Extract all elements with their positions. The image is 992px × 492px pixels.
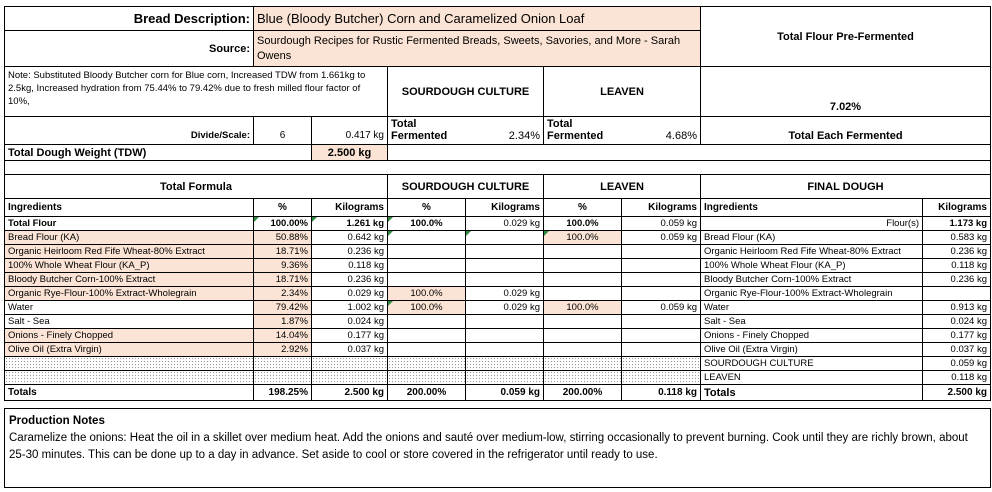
total-each-fermented-label: Total Each Fermented (700, 116, 990, 144)
totals-fd-kg: 2.500 kg (922, 384, 990, 400)
formula-marker-icon (388, 217, 393, 222)
leaven-kg (621, 314, 700, 328)
totals-kg: 2.500 kg (311, 384, 387, 400)
production-notes-box (4, 408, 991, 488)
final-kg: 0.583 kg (922, 230, 990, 244)
sourdough-culture-heading: SOURDOUGH CULTURE (387, 174, 543, 198)
leaven-kg (621, 286, 700, 300)
final-ingredient-name: Bread Flour (KA) (700, 230, 922, 244)
sourdough-kg: 0.029 kg (465, 216, 543, 230)
col-ingredients: Ingredients (4, 198, 253, 216)
totals-lv-pct: 200.00% (543, 384, 621, 400)
sourdough-pct[interactable] (387, 342, 465, 356)
leaven-pct[interactable] (543, 286, 621, 300)
sourdough-kg: 0.029 kg (465, 300, 543, 314)
production-notes-title: Production Notes (9, 415, 105, 427)
divide-scale-label: Divide/Scale: (4, 116, 253, 144)
grid-bottom-edge (4, 400, 991, 401)
ingredient-pct[interactable]: 79.42% (253, 300, 311, 314)
ingredient-kg: 0.037 kg (311, 342, 387, 356)
sourdough-pct[interactable]: 100.0% (387, 216, 465, 230)
ingredient-kg (311, 356, 387, 370)
ingredient-pct[interactable]: 2.34% (253, 286, 311, 300)
sourdough-pct[interactable] (387, 230, 465, 244)
source-label: Source: (4, 30, 253, 66)
ingredient-pct[interactable]: 2.92% (253, 342, 311, 356)
ingredient-kg: 1.261 kg (311, 216, 387, 230)
col-sc-kilograms: Kilograms (465, 198, 543, 216)
totals-lv-kg: 0.118 kg (621, 384, 700, 400)
sourdough-pct[interactable] (387, 328, 465, 342)
totals-pct: 198.25% (253, 384, 311, 400)
sourdough-pct[interactable] (387, 314, 465, 328)
final-kg: 0.037 kg (922, 342, 990, 356)
final-kg: 0.118 kg (922, 370, 990, 384)
final-ingredient-name: Bloody Butcher Corn-100% Extract (700, 272, 922, 286)
final-kg: 0.024 kg (922, 314, 990, 328)
totals-sc-kg: 0.059 kg (465, 384, 543, 400)
sourdough-kg: 0.029 kg (465, 286, 543, 300)
ingredient-kg: 0.236 kg (311, 244, 387, 258)
leaven-kg (621, 244, 700, 258)
ingredient-name[interactable]: Onions - Finely Chopped (4, 328, 253, 342)
sourdough-culture-title: SOURDOUGH CULTURE (387, 66, 543, 116)
ingredient-pct[interactable] (253, 370, 311, 384)
leaven-pct[interactable]: 100.0% (543, 216, 621, 230)
final-dough-heading: FINAL DOUGH (700, 174, 990, 198)
sourdough-pct[interactable] (387, 370, 465, 384)
final-ingredient-name: Salt - Sea (700, 314, 922, 328)
ingredient-pct[interactable]: 1.87% (253, 314, 311, 328)
leaven-kg (621, 328, 700, 342)
leaven-kg (621, 370, 700, 384)
final-ingredient-name: Olive Oil (Extra Virgin) (700, 342, 922, 356)
blank-row (4, 160, 990, 174)
leaven-kg (621, 272, 700, 286)
col-pct: % (253, 198, 311, 216)
leaven-pct[interactable] (543, 314, 621, 328)
col-sc-pct: % (387, 198, 465, 216)
sourdough-kg (465, 314, 543, 328)
leaven-kg: 0.059 kg (621, 230, 700, 244)
final-kg: 1.173 kg (922, 216, 990, 230)
leaven-pct[interactable]: 100.0% (543, 300, 621, 314)
totals-label: Totals (4, 384, 253, 400)
ingredient-name[interactable]: Organic Rye-Flour-100% Extract-Wholegrain (4, 286, 253, 300)
col-lv-pct: % (543, 198, 621, 216)
ingredient-name[interactable]: 100% Whole Wheat Flour (KA_P) (4, 258, 253, 272)
bread-description-value[interactable]: Blue (Bloody Butcher) Corn and Caramelized Onion Loaf (253, 6, 700, 30)
col-lv-kilograms: Kilograms (621, 198, 700, 216)
leaven-heading: LEAVEN (543, 174, 700, 198)
ingredient-name[interactable] (4, 370, 253, 384)
total-flour-prefermented-value: 7.02% (700, 66, 990, 116)
leaven-pct[interactable]: 100.0% (543, 230, 621, 244)
tdw-label: Total Dough Weight (TDW) (4, 144, 311, 160)
ingredient-pct[interactable]: 18.71% (253, 272, 311, 286)
col-kilograms: Kilograms (311, 198, 387, 216)
ingredient-pct[interactable]: 50.88% (253, 230, 311, 244)
leaven-pct[interactable] (543, 258, 621, 272)
recipe-note[interactable]: Note: Substituted Bloody Butcher corn for Blue corn, Increased TDW from 1.661kg to 2.5kg, Increased hydration from 75.44% to 79.42% due to fresh milled flour factor of 10%, (4, 66, 387, 116)
sourdough-fermented-pct[interactable]: 2.34% (465, 116, 543, 144)
final-ingredient-name: LEAVEN (700, 370, 922, 384)
leaven-pct[interactable] (543, 272, 621, 286)
leaven-total-fermented-label: Total Fermented (543, 116, 621, 144)
sourdough-pct[interactable] (387, 258, 465, 272)
tdw-spacer (387, 144, 990, 160)
ingredient-kg: 1.002 kg (311, 300, 387, 314)
final-kg: 0.236 kg (922, 272, 990, 286)
sourdough-kg (465, 342, 543, 356)
sourdough-total-fermented-label: Total Fermented (387, 116, 465, 144)
final-ingredient-name: Water (700, 300, 922, 314)
ingredient-name[interactable]: Bread Flour (KA) (4, 230, 253, 244)
sourdough-kg (465, 328, 543, 342)
divide-count[interactable]: 6 (253, 116, 311, 144)
leaven-kg: 0.059 kg (621, 300, 700, 314)
sourdough-pct[interactable]: 100.0% (387, 300, 465, 314)
ingredient-pct[interactable]: 18.71% (253, 244, 311, 258)
formula-marker-icon (388, 231, 393, 236)
ingredient-kg: 0.024 kg (311, 314, 387, 328)
ingredient-name[interactable]: Olive Oil (Extra Virgin) (4, 342, 253, 356)
sourdough-kg (465, 272, 543, 286)
sourdough-pct[interactable] (387, 356, 465, 370)
sourdough-kg (465, 258, 543, 272)
final-ingredient-name: Onions - Finely Chopped (700, 328, 922, 342)
ingredient-kg: 0.177 kg (311, 328, 387, 342)
totals-fd-label: Totals (700, 384, 922, 400)
ingredient-pct[interactable]: 100.00% (253, 216, 311, 230)
formula-marker-icon (388, 301, 393, 306)
ingredient-name[interactable]: Total Flour (4, 216, 253, 230)
sourdough-pct[interactable] (387, 272, 465, 286)
final-kg: 0.913 kg (922, 300, 990, 314)
sourdough-pct[interactable] (387, 244, 465, 258)
ingredient-name[interactable]: Bloody Butcher Corn-100% Extract (4, 272, 253, 286)
ingredient-kg: 0.642 kg (311, 230, 387, 244)
leaven-kg (621, 342, 700, 356)
source-value[interactable]: Sourdough Recipes for Rustic Fermented Breads, Sweets, Savories, and More - Sarah Owens (253, 30, 700, 66)
formula-marker-icon (312, 217, 317, 222)
sourdough-kg (465, 370, 543, 384)
divide-weight: 0.417 kg (311, 116, 387, 144)
tdw-value[interactable]: 2.500 kg (311, 144, 387, 160)
total-formula-heading: Total Formula (4, 174, 387, 198)
total-flour-prefermented-label: Total Flour Pre-Fermented (700, 6, 990, 66)
final-kg: 0.236 kg (922, 244, 990, 258)
ingredient-name[interactable]: Salt - Sea (4, 314, 253, 328)
final-ingredient-name: Organic Heirloom Red Fife Wheat-80% Extract (700, 244, 922, 258)
leaven-kg (621, 258, 700, 272)
final-kg: 0.177 kg (922, 328, 990, 342)
col-fd-kilograms: Kilograms (922, 198, 990, 216)
final-ingredient-name: 100% Whole Wheat Flour (KA_P) (700, 258, 922, 272)
formula-marker-icon (254, 217, 259, 222)
final-ingredient-name: Flour(s) (700, 216, 922, 230)
sourdough-kg (465, 356, 543, 370)
final-kg: 0.118 kg (922, 258, 990, 272)
leaven-pct[interactable] (543, 244, 621, 258)
final-ingredient-name: SOURDOUGH CULTURE (700, 356, 922, 370)
ingredient-name[interactable]: Organic Heirloom Red Fife Wheat-80% Extract (4, 244, 253, 258)
ingredient-kg: 0.236 kg (311, 272, 387, 286)
grid-right-edge (990, 6, 991, 401)
ingredient-kg (311, 370, 387, 384)
bread-description-label: Bread Description: (4, 6, 253, 30)
totals-sc-pct: 200.00% (387, 384, 465, 400)
leaven-pct[interactable] (543, 370, 621, 384)
formula-marker-icon (466, 231, 471, 236)
leaven-title: LEAVEN (543, 66, 700, 116)
sourdough-kg (465, 230, 543, 244)
final-kg (922, 286, 990, 300)
leaven-pct[interactable] (543, 342, 621, 356)
final-ingredient-name: Organic Rye-Flour-100% Extract-Wholegrain (700, 286, 922, 300)
leaven-kg (621, 356, 700, 370)
ingredient-name[interactable]: Water (4, 300, 253, 314)
sourdough-kg (465, 244, 543, 258)
ingredient-kg: 0.029 kg (311, 286, 387, 300)
sourdough-pct[interactable]: 100.0% (387, 286, 465, 300)
col-fd-ingredients: Ingredients (700, 198, 922, 216)
ingredient-pct[interactable] (253, 356, 311, 370)
leaven-kg: 0.059 kg (621, 216, 700, 230)
leaven-pct[interactable] (543, 356, 621, 370)
production-notes-body[interactable]: Caramelize the onions: Heat the oil in a skillet over medium heat. Add the onions and sauté over medium-low, stirring occasionally to prevent burning. Cook until they are richly brown, about 25-30 minutes. This can be done up to a day in advance. Set aside to cool or store covered in the refrigerator until ready to use. (9, 432, 968, 461)
leaven-pct[interactable] (543, 328, 621, 342)
ingredient-name[interactable] (4, 356, 253, 370)
ingredient-pct[interactable]: 9.36% (253, 258, 311, 272)
ingredient-kg: 0.118 kg (311, 258, 387, 272)
leaven-fermented-pct[interactable]: 4.68% (621, 116, 700, 144)
formula-marker-icon (544, 231, 549, 236)
ingredient-pct[interactable]: 14.04% (253, 328, 311, 342)
final-kg: 0.059 kg (922, 356, 990, 370)
